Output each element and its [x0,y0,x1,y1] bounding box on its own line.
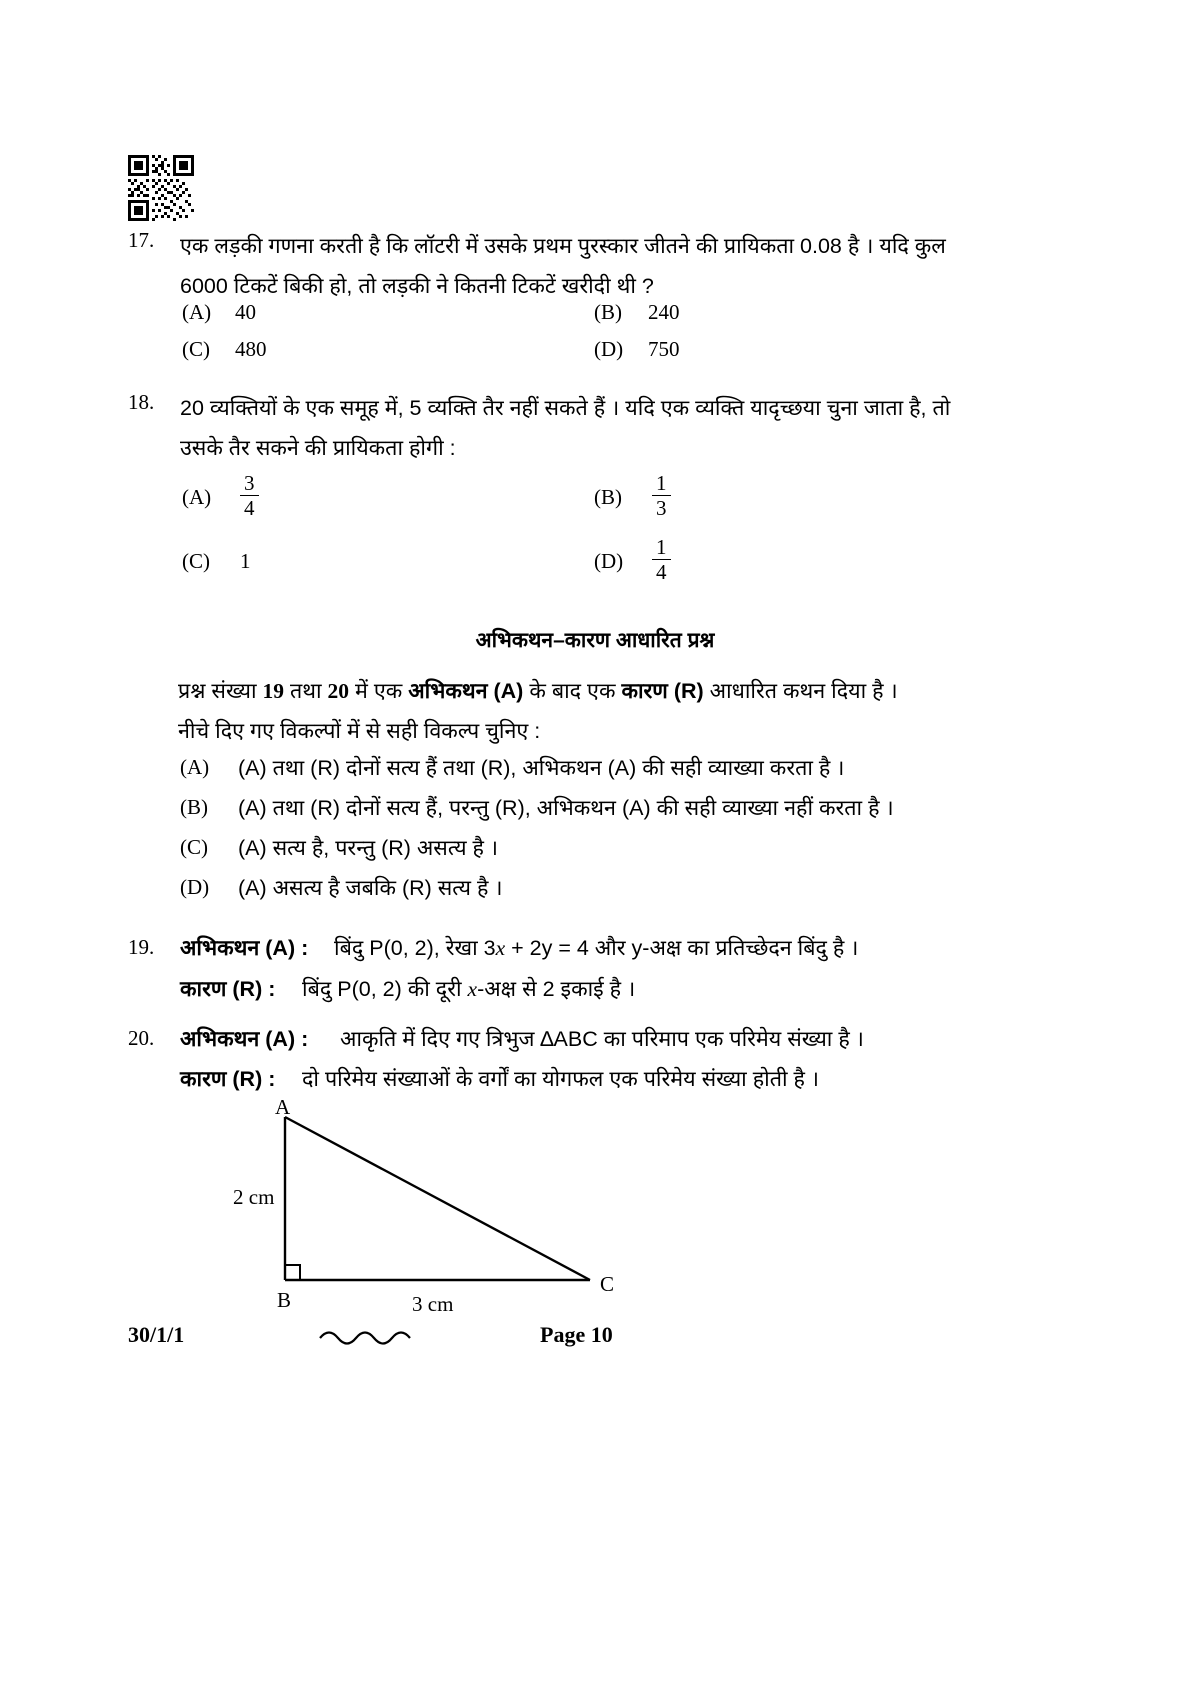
ar-option-b-text[interactable]: (A) तथा (R) दोनों सत्य हैं, परन्तु (R), अभिकथन (A) की सही व्याख्या नहीं करता है । [238,796,894,820]
q17-option-d-value[interactable]: 750 [648,337,680,361]
triangle-vertex-a-label: A [275,1095,291,1119]
instr-part-e: में एक [349,679,409,703]
q18-option-b-fraction[interactable] [652,472,671,519]
paper-code: 30/1/1 [128,1322,185,1347]
instr-part-g: के बाद एक [523,679,622,703]
instr-part-f: अभिकथन (A) [408,679,524,703]
triangle-side-bc-label: 3 cm [412,1292,454,1316]
wave-separator-icon [318,1326,428,1350]
q18-option-c-label[interactable]: (C) [182,549,210,573]
instr-part-a: प्रश्न संख्या [178,679,263,703]
question-18-line2: उसके तैर सकने की प्रायिकता होगी : [180,436,456,460]
q17-option-c-value[interactable]: 480 [235,337,267,361]
ar-option-d-text[interactable]: (A) असत्य है जबकि (R) सत्य है । [238,876,503,900]
q20-assertion-tag: अभिकथन (A) : [180,1027,309,1051]
question-17-line1: एक लड़की गणना करती है कि लॉटरी में उसके प्रथम पुरस्कार जीतने की प्रायिकता 0.08 है । यदि कुल [180,234,946,258]
q20-reason-text: दो परिमेय संख्याओं के वर्गों का योगफल एक परिमेय संख्या होती है । [302,1067,820,1091]
q17-option-a-value[interactable]: 40 [235,300,256,324]
instr-part-c: तथा [284,679,328,703]
triangle-vertex-c-label: C [600,1272,615,1296]
q18-option-b-denominator: 3 [656,496,667,521]
page-label: Page 10 [540,1322,613,1347]
assertion-reason-heading: अभिकथन–कारण आधारित प्रश्न [475,629,715,652]
triangle-side-ab-label: 2 cm [233,1185,275,1209]
question-18-line1: 20 व्यक्तियों के एक समूह में, 5 व्यक्ति तैर नहीं सकते हैं । यदि एक व्यक्ति यादृच्छया चुना जाता है, तो [180,396,951,420]
q18-option-b-numerator: 1 [656,471,667,495]
question-20-number: 20. [128,1026,155,1050]
q17-option-c-label[interactable]: (C) [182,337,210,361]
q19-assertion-pre: बिंदु P(0, 2), रेखा 3 [334,936,496,960]
q19-reason-tag: कारण (R) : [180,977,276,1001]
q17-option-b-label[interactable]: (B) [594,300,622,324]
ar-option-c-label[interactable]: (C) [180,835,208,859]
instr-part-d: 20 [327,679,350,703]
ar-option-c-text[interactable]: (A) सत्य है, परन्तु (R) असत्य है । [238,836,499,860]
q19-reason-variable-x: x [467,977,478,1001]
q20-reason-tag: कारण (R) : [180,1067,276,1091]
q19-assertion-mid: + 2y = 4 और y-अक्ष का प्रतिच्छेदन बिंदु है । [505,936,859,960]
triangle-vertex-b-label: B [277,1288,292,1312]
instr-part-h: कारण (R) [621,679,704,703]
q19-assertion-text [334,933,858,962]
q17-option-b-value[interactable]: 240 [648,300,680,324]
qr-code-icon [128,155,194,221]
ar-option-b-label[interactable]: (B) [180,795,208,819]
ar-option-a-label[interactable]: (A) [180,755,210,779]
ar-option-a-text[interactable]: (A) तथा (R) दोनों सत्य हैं तथा (R), अभिकथन (A) की सही व्याख्या करता है । [238,756,845,780]
question-17-number: 17. [128,228,155,252]
q19-reason-post: -अक्ष से 2 इकाई है । [477,977,636,1001]
q18-option-c-value[interactable]: 1 [240,549,251,573]
q17-option-d-label[interactable]: (D) [594,337,624,361]
question-18-number: 18. [128,390,155,414]
assertion-reason-instruction-line1 [178,671,898,711]
q20-assertion-text: आकृति में दिए गए त्रिभुज ∆ABC का परिमाप एक परिमेय संख्या है । [340,1027,864,1051]
question-19-number: 19. [128,935,155,959]
instr-part-b: 19 [262,679,285,703]
assertion-reason-instruction-line2: नीचे दिए गए विकल्पों में से सही विकल्प चुनिए : [178,719,541,743]
q18-option-a-fraction[interactable] [240,472,259,519]
q19-reason-pre: बिंदु P(0, 2) की दूरी [302,977,468,1001]
q18-option-d-fraction[interactable] [652,536,671,583]
q18-option-a-label[interactable]: (A) [182,485,212,509]
q18-option-b-label[interactable]: (B) [594,485,622,509]
q19-assertion-variable-x: x [495,936,506,960]
q18-option-d-label[interactable]: (D) [594,549,624,573]
instr-part-i: आधारित कथन दिया है । [703,679,898,703]
q18-option-a-numerator: 3 [244,471,255,495]
q19-assertion-tag: अभिकथन (A) : [180,936,309,960]
q17-option-a-label[interactable]: (A) [182,300,212,324]
q18-option-a-denominator: 4 [244,496,255,521]
ar-option-d-label[interactable]: (D) [180,875,210,899]
q18-option-d-numerator: 1 [656,535,667,559]
q18-option-d-denominator: 4 [656,560,667,585]
q19-reason-text [302,974,635,1003]
question-17-line2: 6000 टिकटें बिकी हो, तो लड़की ने कितनी टिकटें खरीदी थी ? [180,274,654,298]
